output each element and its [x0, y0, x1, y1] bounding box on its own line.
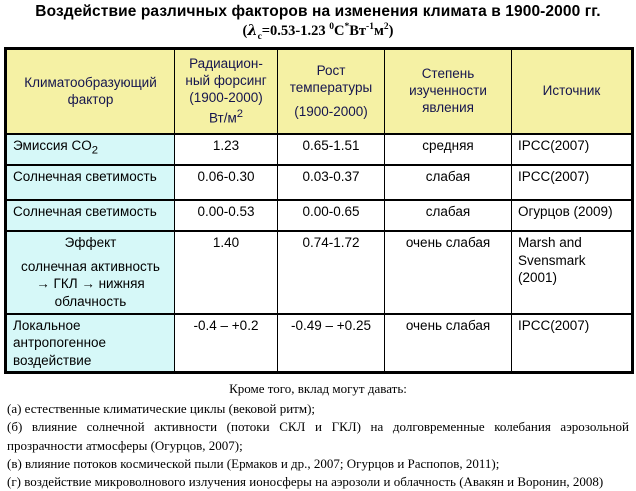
cell-forcing: 1.23 — [175, 134, 278, 165]
table-row-local-anthropogenic — [6, 314, 633, 373]
forcing-header-line2: ный форсинг — [185, 73, 267, 89]
lambda-symbol: λ — [247, 22, 258, 39]
cell-source: IPCC(2007) — [512, 314, 633, 373]
cell-study: слабая — [385, 165, 512, 200]
cell-source: Огурцов (2009) — [512, 200, 633, 231]
table-row-co2-emission — [6, 134, 633, 165]
cell-factor: Солнечная светимость — [6, 165, 175, 200]
cell-source: IPCC(2007) — [512, 165, 633, 200]
col-header-study-label: Степень изученности явления — [409, 66, 487, 116]
cell-forcing: -0.4 – +0.2 — [175, 314, 278, 373]
watt-unit: Вт — [349, 23, 367, 39]
forcing-header-line1: Радиацион- — [189, 56, 263, 72]
forcing-header-unit — [181, 107, 271, 127]
note-item-v: (в) влияние потоков космической пыли (Ермаков и др., 2007; Огурцов и Распопов, 2011); — [7, 455, 500, 471]
formula-range: =0.53-1.23 — [261, 23, 330, 39]
note-item-a: (а) естественные климатические циклы (вековой ритм); — [7, 401, 316, 417]
col-header-source-label: Источник — [542, 83, 601, 99]
climate-factors-table — [4, 47, 634, 374]
cell-temperature: -0.49 – +0.25 — [278, 314, 385, 373]
temp-header-line2: температуры — [289, 79, 373, 95]
factor-label: Эмиссия CO — [13, 138, 92, 154]
table-header-row — [6, 48, 633, 134]
formula-open-paren: ( — [242, 23, 248, 39]
effect-chain-description: солнечная активность → ГКЛ → нижняя облачность — [21, 258, 160, 310]
celsius-unit: C — [334, 23, 345, 39]
cell-temperature: 0.74-1.72 — [278, 231, 385, 313]
table-row-solar-luminosity-ogurtsov — [6, 200, 633, 231]
cell-study: очень слабая — [385, 231, 512, 313]
cell-forcing: 0.06-0.30 — [175, 165, 278, 200]
cell-study: слабая — [385, 200, 512, 231]
cell-factor — [6, 134, 175, 165]
col-header-study-degree — [385, 48, 512, 134]
forcing-unit-exponent: 2 — [236, 107, 244, 120]
lambda-sensitivity-formula — [0, 22, 636, 42]
formula-close-paren: ) — [388, 23, 394, 39]
col-header-factor — [6, 48, 175, 134]
co2-subscript: 2 — [91, 145, 98, 158]
col-header-forcing — [175, 48, 278, 134]
cell-factor: Локальное антропогенное воздействие — [6, 314, 175, 373]
cell-source: IPCC(2007) — [512, 134, 633, 165]
effect-title: Эффект — [64, 235, 117, 251]
page-title: Воздействие различных факторов на изменения климата в 1900-2000 гг. — [35, 3, 601, 20]
lambda-subscript: c — [257, 31, 262, 42]
note-item-b: (б) влияние солнечной активности (потоки СКЛ и ГКЛ) на долговременные колебания аэрозольной прозрачности атмосферы (Огурцов, 2007); — [7, 419, 629, 453]
meter-unit: м — [373, 23, 384, 39]
table-row-solar-luminosity-ipcc — [6, 165, 633, 200]
meter-exponent: 2 — [383, 22, 389, 33]
cell-study: очень слабая — [385, 314, 512, 373]
notes-intro: Кроме того, вклад могут давать: — [229, 381, 407, 397]
cell-study: средняя — [385, 134, 512, 165]
note-item-g: (г) воздействие микроволнового излучения ионосферы на аэрозоли и облачность (Авакян и Воронин, 2008) — [7, 473, 604, 489]
cell-factor — [6, 231, 175, 313]
cell-source: Marsh and Svensmark (2001) — [512, 231, 633, 313]
col-header-temperature — [278, 48, 385, 134]
watt-exponent: -1 — [366, 22, 374, 33]
temp-header-line1: Рост — [316, 62, 346, 78]
forcing-unit-base: Вт/м — [208, 110, 237, 126]
degree-exponent: 0 — [329, 22, 334, 33]
multiply-sign: * — [344, 22, 350, 33]
col-header-factor-label: Климатообразующий фактор — [24, 74, 157, 107]
col-header-source — [512, 48, 633, 134]
cell-temperature: 0.03-0.37 — [278, 165, 385, 200]
cell-forcing: 1.40 — [175, 231, 278, 313]
forcing-header-line3: (1900-2000) — [189, 89, 263, 105]
cell-temperature: 0.65-1.51 — [278, 134, 385, 165]
notes-section — [0, 381, 636, 491]
cell-forcing: 0.00-0.53 — [175, 200, 278, 231]
table-row-gcr-cloud-effect — [6, 231, 633, 313]
cell-temperature: 0.00-0.65 — [278, 200, 385, 231]
cell-factor: Солнечная светимость — [6, 200, 175, 231]
temp-header-line3: (1900-2000) — [294, 103, 368, 119]
